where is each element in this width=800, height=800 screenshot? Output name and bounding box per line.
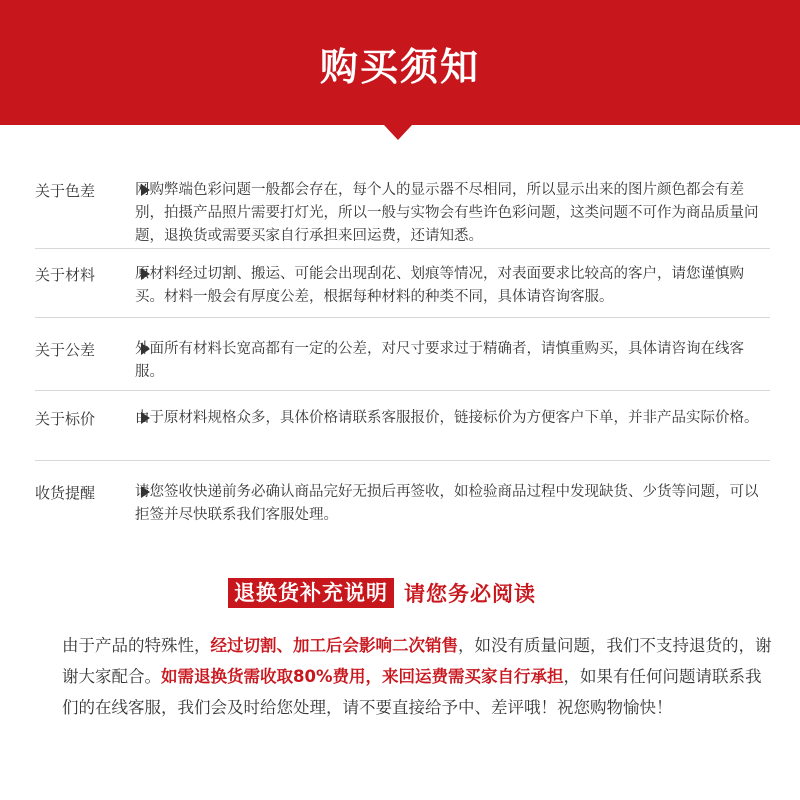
supplement-body xyxy=(62,630,777,723)
supplement-header xyxy=(228,578,536,608)
notice-text: 原材料经过切割、搬运、可能会出现刮花、划痕等情况，对表面要求比较高的客户，请您谨慎购买。材料一般会有厚度公差，根据每种材料的种类不同，具体请咨询客服。 xyxy=(135,266,744,305)
divider xyxy=(35,460,770,461)
supplement-highlight: 经过切割、加工后会影响二次销售 xyxy=(210,636,458,655)
supplement-title: 退换货补充说明 xyxy=(228,578,394,608)
divider xyxy=(35,248,770,249)
notice-label: 收货提醒 xyxy=(35,484,96,502)
supplement-highlight: 如需退换货需收取80%费用，来回运费需买家自行承担 xyxy=(161,667,564,686)
notice-text: 网购弊端色彩问题一般都会存在，每个人的显示器不尽相同，所以显示出来的图片颜色都会有差别，拍摄产品照片需要打灯光，所以一般与实物会有些许色彩问题，这类问题不可作为商品质量问题，退换货或需要买家自行承担来回运费，还请知悉。 xyxy=(135,182,759,244)
page-title: 购买须知 xyxy=(319,45,480,89)
notice-label: 关于色差 xyxy=(35,182,96,200)
supplement-subtitle: 请您务必阅读 xyxy=(404,582,536,606)
divider xyxy=(35,390,770,391)
notice-text: 请您签收快递前务必确认商品完好无损后再签收，如检验商品过程中发现缺货、少货等问题，可以拒签并尽快联系我们客服处理。 xyxy=(135,484,759,523)
supplement-text: 由于产品的特殊性， xyxy=(62,636,211,655)
supplement-text: ，如没有质量问题，我们不支持退货的，谢谢大家配合。 xyxy=(62,636,772,686)
notice-text: 外面所有材料长宽高都有一定的公差，对尺寸要求过于精确者，请慎重购买，具体请咨询在线客服。 xyxy=(135,341,744,380)
notice-label: 关于标价 xyxy=(35,410,96,428)
header-banner xyxy=(0,0,800,150)
notice-label: 关于公差 xyxy=(35,341,96,359)
divider xyxy=(35,317,770,318)
supplement-text: ，如果有任何问题请联系我们的在线客服，我们会及时给您处理，请不要直接给予中、差评哦！祝您购物愉快！ xyxy=(62,667,762,717)
notice-text: 由于原材料规格众多，具体价格请联系客服报价，链接标价为方便客户下单，并非产品实际价格。 xyxy=(135,410,759,426)
notice-label: 关于材料 xyxy=(35,266,96,284)
